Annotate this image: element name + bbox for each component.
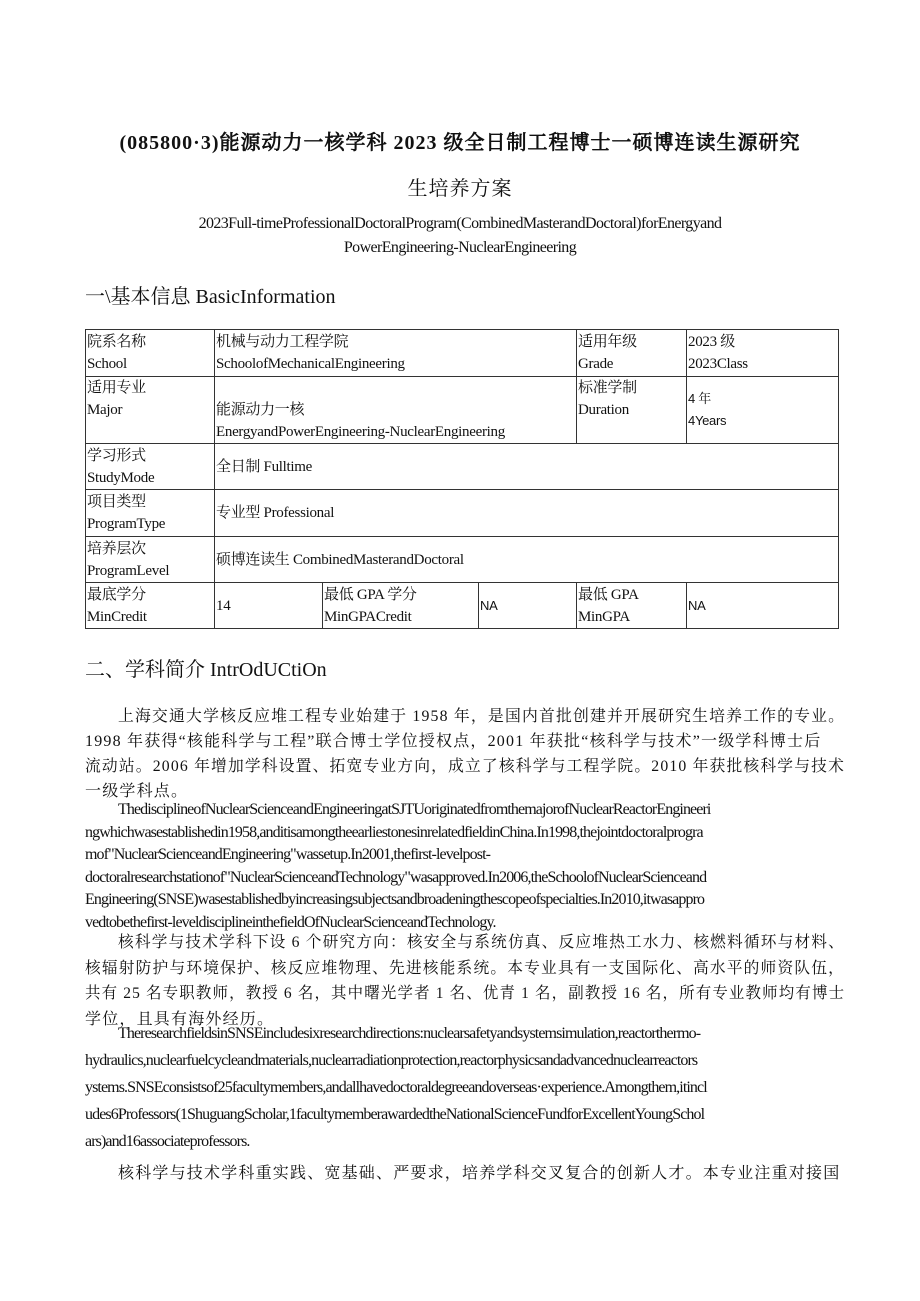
english-title-line1: 2023Full-timeProfessionalDoctoralProgram(CombinedMasterandDoctoral)forEnergyand (198, 215, 722, 232)
paragraph-line: vedtobethefirst-leveldisciplineinthefieldOfNuclearScienceandTechnology. (85, 913, 496, 931)
paragraph-line: mof"NuclearScienceandEngineering"wassetup.In2001,thefirst-levelpost- (85, 846, 491, 863)
label-en: Duration (578, 402, 629, 418)
label-cn: 项目类型 (87, 494, 146, 510)
study-mode-label (86, 444, 215, 490)
label-cn: 适用年级 (578, 334, 637, 350)
program-level-label (86, 537, 215, 583)
label-en: School (87, 356, 127, 372)
label-en: Grade (578, 356, 614, 372)
label-en: MinCredit (87, 608, 147, 625)
program-level-value: 硕博连读生 CombinedMasterandDoctoral (215, 537, 839, 583)
label-cn: 学习形式 (87, 447, 146, 464)
section-heading-basic-info: 一\基本信息 BasicInformation (85, 286, 336, 308)
value-en: 4Years (688, 413, 727, 428)
paragraph-line: 学位，且具有海外经历。 (85, 1010, 275, 1028)
duration-label (577, 377, 687, 444)
min-gpa-label (577, 583, 687, 629)
document-title-cont: 生培养方案 (407, 178, 513, 200)
label-en: ProgramLevel (87, 562, 170, 579)
paragraph-line: 核辐射防护与环境保护、核反应堆物理、先进核能系统。本专业具有一支国际化、高水平的师资队伍， (85, 959, 846, 977)
value-cn: 2023 级 (688, 334, 735, 350)
table-row (86, 377, 839, 444)
table-row (86, 444, 839, 490)
paragraph-line: 共有 25 名专职教师，教授 6 名，其中曙光学者 1 名、优青 1 名，副教授 16 名，所有专业教师均有博士 (85, 985, 846, 1002)
paragraph-line: 上海交通大学核反应堆工程专业始建于 1958 年，是国内首批创建并开展研究生培养工作的专业。 (118, 708, 846, 725)
document-title: (085800·3)能源动力一核学科 2023 级全日制工程博士一硕博连读生源研究 (119, 132, 801, 154)
school-label (86, 330, 215, 377)
label-cn: 最低 GPA 学分 (324, 586, 417, 603)
table-row (86, 330, 839, 377)
value-en: 2023Class (688, 356, 748, 372)
label-en: StudyMode (87, 469, 155, 486)
label-en: ProgramType (87, 516, 166, 532)
min-credit-label (86, 583, 215, 629)
paragraph-line: 核科学与技术学科下设 6 个研究方向：核安全与系统仿真、反应堆热工水力、核燃料循环与材料、 (118, 934, 846, 951)
paragraph-line: 1998 年获得“核能科学与工程”联合博士学位授权点，2001 年获批“核科学与技术”一级学科博士后 (85, 733, 822, 750)
paragraph-line: TheresearchfieldsinSNSEincludesixresearchdirections:nuclearsafetyandsystemsimulation,reactorthermo- (118, 1025, 701, 1042)
paragraph-line: hydraulics,nuclearfuelcycleandmaterials,nuclearradiationprotection,reactorphysicsandadvancednuclearreactors (85, 1052, 698, 1069)
paragraph-line: ngwhichwasestablishedin1958,anditisamongtheearliestonesinrelatedfieldinChina.In1998,thejointdoctoralprogra (85, 823, 703, 841)
section-heading-introduction: 二、学科简介 IntrOdUCtiOn (85, 659, 327, 681)
grade-label (577, 330, 687, 377)
paragraph-line: udes6Professors(1ShuguangScholar,1facultymemberawardedtheNationalScienceFundforExcellentYoungSchol (85, 1106, 705, 1123)
program-type-value: 专业型 Professional (215, 490, 839, 537)
label-cn: 院系名称 (87, 334, 146, 350)
paragraph-line: ThedisciplineofNuclearScienceandEngineeringatSJTUoriginatedfromthemajorofNuclearReactorEngineeri (118, 801, 711, 818)
paragraph-line: doctoralresearchstationof"NuclearScienceandTechnology"wasapproved.In2006,theSchoolofNuclearScienceand (85, 868, 707, 886)
label-cn: 标准学制 (578, 380, 637, 396)
label-en: MinGPA (578, 608, 630, 625)
value-en: SchoolofMechanicalEngineering (216, 356, 405, 372)
table-row (86, 490, 839, 537)
label-en: MinGPACredit (324, 608, 412, 625)
grade-value (687, 330, 839, 377)
value-cn: 4 年 (688, 391, 711, 406)
label-cn: 最低 GPA (578, 586, 639, 603)
paragraph-line: ystems.SNSEconsistsof25facultymembers,andallhavedoctoraldegreeandoverseas·experience.Amongthem,itincl (85, 1079, 707, 1096)
paragraph-line: 一级学科点。 (85, 783, 189, 800)
label-cn: 最底学分 (87, 586, 146, 603)
value-cn: 能源动力一核 (216, 402, 305, 418)
label-en: Major (87, 402, 123, 418)
duration-value (687, 377, 839, 444)
label-cn: 适用专业 (87, 380, 146, 396)
major-label (86, 377, 215, 444)
table-row (86, 537, 839, 583)
major-value (215, 377, 577, 444)
english-title-line2: PowerEngineering-NuclearEngineering (343, 239, 577, 256)
min-gpa-credit-label (323, 583, 479, 629)
school-value (215, 330, 577, 377)
min-credit-value: 14 (215, 583, 323, 629)
paragraph-line: 流动站。2006 年增加学科设置、拓宽专业方向，成立了核科学与工程学院。2010 年获批核科学与技术 (85, 758, 846, 775)
table-row (86, 583, 839, 629)
paragraph-line: ars)and16associateprofessors. (85, 1133, 250, 1150)
basic-info-table (85, 329, 839, 629)
value-cn: 机械与动力工程学院 (216, 334, 349, 350)
label-cn: 培养层次 (87, 540, 146, 557)
study-mode-value: 全日制 Fulltime (215, 444, 839, 490)
paragraph-line: Engineering(SNSE)wasestablishedbyincreasingsubjectsandbroadeningthescopeofspecialties.In2010,itwasappro (85, 891, 705, 908)
paragraph-line: 核科学与技术学科重实践、宽基础、严要求，培养学科交叉复合的创新人才。本专业注重对接国 (118, 1165, 841, 1182)
program-type-label (86, 490, 215, 537)
min-gpa-value: NA (687, 583, 839, 629)
min-gpa-credit-value: NA (479, 583, 577, 629)
value-en: EnergyandPowerEngineering-NuclearEngineering (216, 424, 505, 440)
